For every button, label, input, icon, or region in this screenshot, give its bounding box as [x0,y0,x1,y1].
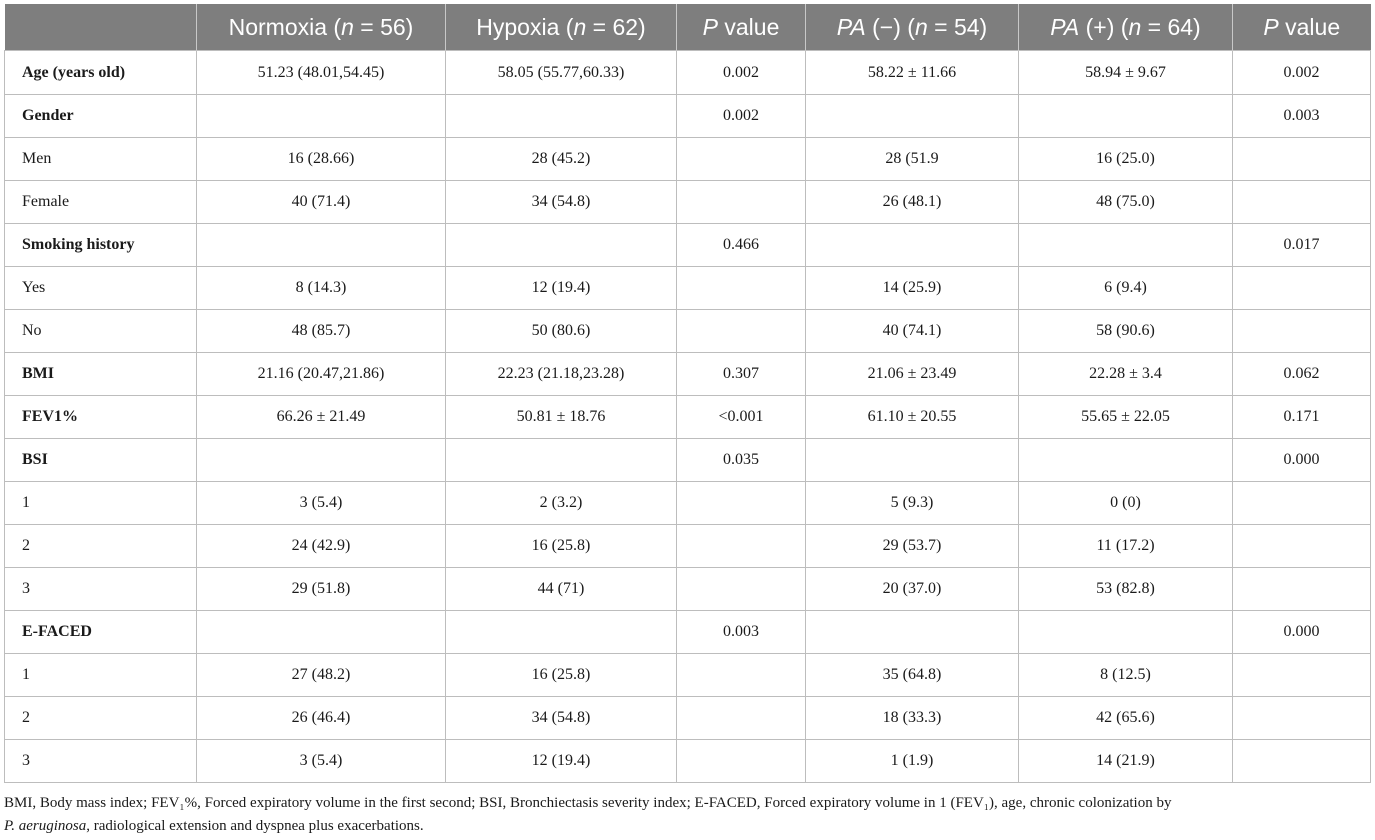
table-cell [197,611,446,654]
row-label: 2 [5,697,197,740]
table-cell: 0.003 [1233,95,1371,138]
table-cell: 40 (74.1) [806,310,1019,353]
table-cell [677,525,806,568]
header-text: PA [836,13,866,40]
table-cell [1233,482,1371,525]
header-text: n [341,13,354,40]
table-cell: 1 (1.9) [806,740,1019,783]
table-cell: <0.001 [677,396,806,439]
row-label: 1 [5,654,197,697]
table-row [5,396,1371,439]
table-cell: 55.65 ± 22.05 [1019,396,1233,439]
table-cell: 26 (48.1) [806,181,1019,224]
header-text: = 64) [1141,13,1201,40]
table-cell: 48 (75.0) [1019,181,1233,224]
table-cell: 48 (85.7) [197,310,446,353]
header-row [5,4,1371,51]
row-label: FEV1% [5,396,197,439]
table-cell: 16 (25.0) [1019,138,1233,181]
table-cell: 21.06 ± 23.49 [806,353,1019,396]
header-p-value-2 [1233,4,1371,51]
row-label: Age (years old) [5,51,197,95]
header-p-value-1 [677,4,806,51]
header-blank [5,4,197,51]
header-text: P [1263,13,1279,40]
table-cell [806,611,1019,654]
table-cell: 0.002 [677,95,806,138]
table-cell: 29 (53.7) [806,525,1019,568]
table-row [5,95,1371,138]
header-pa-positive [1019,4,1233,51]
table-cell [677,267,806,310]
table-cell [1233,654,1371,697]
table-cell: 0 (0) [1019,482,1233,525]
row-label: Female [5,181,197,224]
table-cell: 58.94 ± 9.67 [1019,51,1233,95]
table-cell [446,611,677,654]
table-row [5,267,1371,310]
table-row [5,611,1371,654]
table-cell: 0.035 [677,439,806,482]
row-label: Men [5,138,197,181]
table-cell: 58.22 ± 11.66 [806,51,1019,95]
footnote-line-1: BMI, Body mass index; FEV₁%, Forced expiratory volume in the first second; BSI, Bronchiectasis severity index; E-FACED, Forced expiratory volume in 1 (FEV₁), age, chronic colonization by [4,795,1172,811]
table-cell [446,439,677,482]
table-cell: 21.16 (20.47,21.86) [197,353,446,396]
table-row [5,482,1371,525]
row-label: BSI [5,439,197,482]
table-row [5,353,1371,396]
table-cell [677,654,806,697]
footnote-line-2 [4,815,1370,838]
footnote-species-name: P. aeruginosa [4,818,87,834]
table-row [5,181,1371,224]
table-cell: 2 (3.2) [446,482,677,525]
table-cell [1233,138,1371,181]
table-cell: 22.28 ± 3.4 [1019,353,1233,396]
table-cell: 3 (5.4) [197,482,446,525]
header-text: (+) ( [1079,13,1129,40]
table-cell: 12 (19.4) [446,740,677,783]
table-cell [446,95,677,138]
row-label: BMI [5,353,197,396]
table-body [5,51,1371,783]
table-cell [1233,181,1371,224]
header-text: value [1278,13,1341,40]
row-label: E-FACED [5,611,197,654]
table-cell [197,439,446,482]
row-label: 3 [5,568,197,611]
table-row [5,525,1371,568]
table-cell [677,181,806,224]
table-cell: 20 (37.0) [806,568,1019,611]
table-row [5,568,1371,611]
table-cell: 50.81 ± 18.76 [446,396,677,439]
table-cell [677,740,806,783]
header-text: (−) ( [865,13,915,40]
table-cell [1019,95,1233,138]
table-cell: 24 (42.9) [197,525,446,568]
table-cell [677,310,806,353]
table-cell [446,224,677,267]
row-label: Smoking history [5,224,197,267]
header-text: = 62) [586,13,646,40]
table-cell [677,697,806,740]
table-cell [806,95,1019,138]
table-cell: 58 (90.6) [1019,310,1233,353]
table-cell: 6 (9.4) [1019,267,1233,310]
table-cell: 11 (17.2) [1019,525,1233,568]
table-cell: 0.307 [677,353,806,396]
table-cell: 40 (71.4) [197,181,446,224]
table-cell [1233,525,1371,568]
table-cell: 29 (51.8) [197,568,446,611]
table-cell: 14 (21.9) [1019,740,1233,783]
table-row [5,740,1371,783]
table-cell: 28 (45.2) [446,138,677,181]
table-row [5,310,1371,353]
table-cell: 34 (54.8) [446,181,677,224]
table-cell: 3 (5.4) [197,740,446,783]
header-text: PA [1050,13,1080,40]
table-cell: 51.23 (48.01,54.45) [197,51,446,95]
table-cell: 26 (46.4) [197,697,446,740]
table-row [5,224,1371,267]
table-cell: 53 (82.8) [1019,568,1233,611]
header-text: Normoxia ( [228,13,342,40]
table-cell [806,439,1019,482]
table-cell: 66.26 ± 21.49 [197,396,446,439]
table-cell: 35 (64.8) [806,654,1019,697]
table-cell [1233,267,1371,310]
header-pa-negative [806,4,1019,51]
table-cell: 0.002 [1233,51,1371,95]
header-text: n [914,13,928,40]
row-label: Yes [5,267,197,310]
table-cell: 0.017 [1233,224,1371,267]
table-cell: 0.000 [1233,611,1371,654]
header-text: value [717,13,780,40]
table-cell: 27 (48.2) [197,654,446,697]
header-text: = 54) [927,13,988,40]
table-cell: 0.000 [1233,439,1371,482]
table-row [5,439,1371,482]
data-table-container [4,4,1370,783]
table-cell: 42 (65.6) [1019,697,1233,740]
table-cell [677,568,806,611]
table-cell: 22.23 (21.18,23.28) [446,353,677,396]
table-header [5,4,1371,51]
header-text: P [702,13,718,40]
table-cell: 16 (25.8) [446,654,677,697]
table-cell [677,138,806,181]
header-text: Hypoxia ( [476,13,574,40]
row-label: Gender [5,95,197,138]
table-cell: 16 (28.66) [197,138,446,181]
table-cell: 0.171 [1233,396,1371,439]
table-cell: 58.05 (55.77,60.33) [446,51,677,95]
row-label: No [5,310,197,353]
header-text: n [1128,13,1142,40]
table-cell: 0.466 [677,224,806,267]
table-cell: 16 (25.8) [446,525,677,568]
table-cell [677,482,806,525]
clinical-characteristics-table [4,4,1371,783]
row-label: 1 [5,482,197,525]
table-cell: 0.002 [677,51,806,95]
table-cell [1233,310,1371,353]
table-row [5,138,1371,181]
table-cell: 14 (25.9) [806,267,1019,310]
table-row [5,654,1371,697]
table-cell: 8 (12.5) [1019,654,1233,697]
header-hypoxia [446,4,677,51]
table-cell [1233,740,1371,783]
table-cell [1019,439,1233,482]
table-cell: 0.003 [677,611,806,654]
table-row [5,697,1371,740]
table-footnote [4,792,1370,838]
table-cell [1019,224,1233,267]
row-label: 2 [5,525,197,568]
table-cell: 5 (9.3) [806,482,1019,525]
table-row [5,51,1371,95]
table-cell: 44 (71) [446,568,677,611]
table-cell [197,95,446,138]
table-cell: 18 (33.3) [806,697,1019,740]
table-cell [1233,568,1371,611]
row-label: 3 [5,740,197,783]
table-cell [806,224,1019,267]
table-cell [1019,611,1233,654]
table-cell [1233,697,1371,740]
table-cell: 0.062 [1233,353,1371,396]
header-text: n [573,13,587,40]
table-cell: 61.10 ± 20.55 [806,396,1019,439]
header-normoxia [197,4,446,51]
header-text: = 56) [353,13,414,40]
table-cell: 12 (19.4) [446,267,677,310]
table-cell: 28 (51.9 [806,138,1019,181]
table-cell: 34 (54.8) [446,697,677,740]
table-cell: 8 (14.3) [197,267,446,310]
footnote-line-2-text: , radiological extension and dyspnea plus exacerbations. [86,818,424,834]
table-cell [197,224,446,267]
table-cell: 50 (80.6) [446,310,677,353]
